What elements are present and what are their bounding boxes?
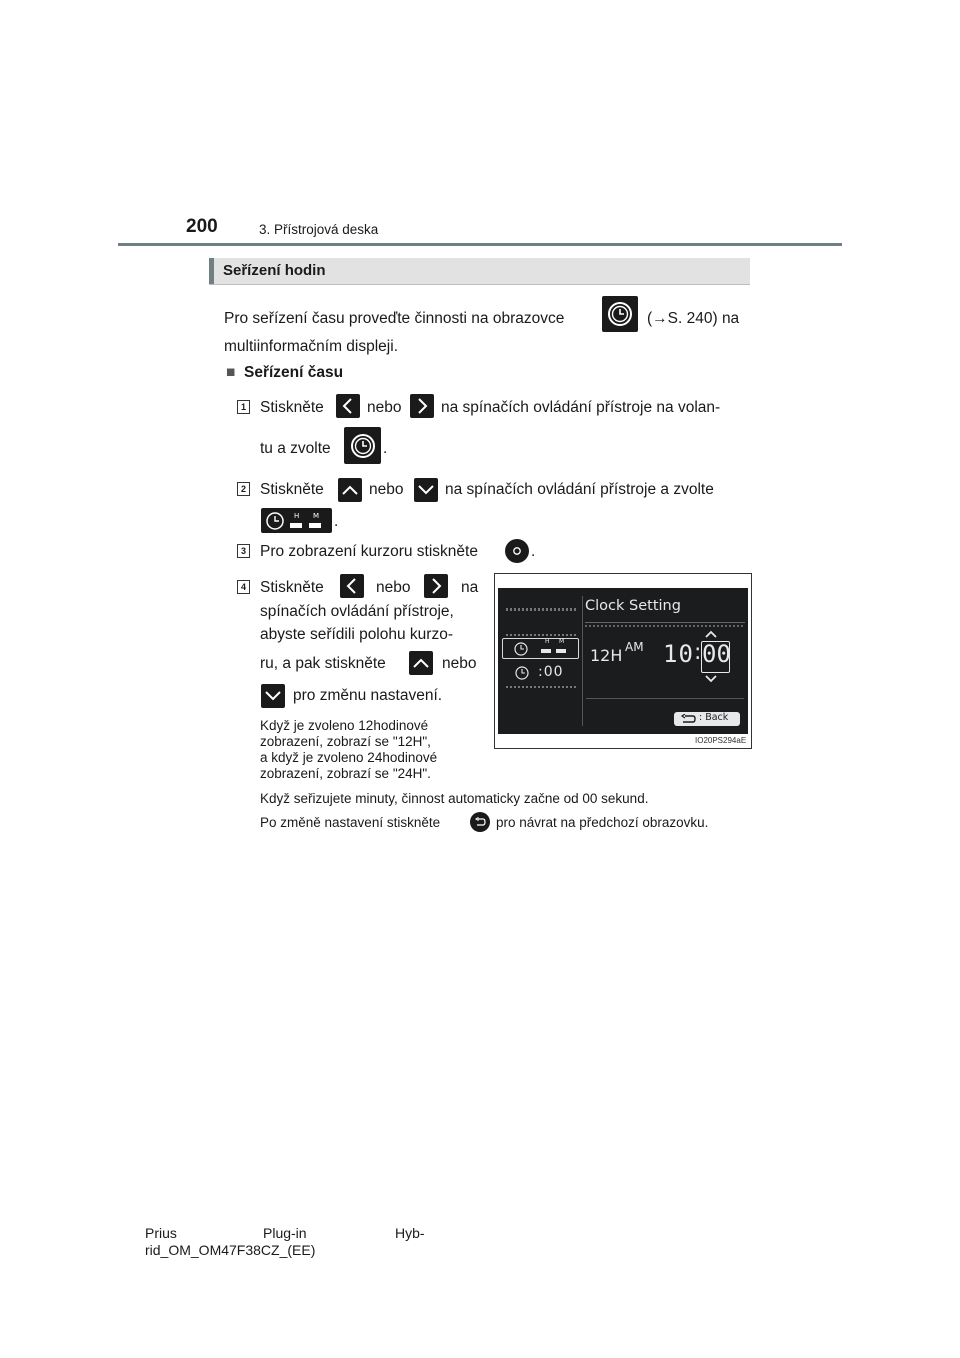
step1-text-e: . [383, 440, 388, 457]
note-back-a: Po změně nastavení stiskněte [260, 815, 441, 830]
step2-text-e: . [334, 513, 339, 530]
subsection-title: Seřízení času [244, 364, 344, 381]
note-12h-line4: zobrazení, zobrazí se "24H". [260, 766, 431, 781]
hm-h-label: H [545, 638, 550, 645]
display-separator [585, 625, 745, 627]
subsection-bullet: ■ [226, 364, 236, 381]
title-underline [585, 622, 745, 623]
step1-text-c: na spínačích ovládání přístroje na volan- [441, 399, 721, 416]
chapter-title: 3. Přístrojová deska [259, 222, 379, 237]
back-label: : Back [699, 712, 729, 723]
illustration-code: IO20PS294aE [695, 736, 747, 745]
chevron-down-icon [704, 675, 718, 683]
clock-icon [514, 665, 530, 681]
section-title: Seřízení hodin [223, 262, 326, 279]
screen-title: Clock Setting [585, 598, 681, 614]
hm-clock-icon [261, 508, 332, 533]
section-header [209, 258, 750, 285]
note-back-b: pro návrat na předchozí obrazovku. [496, 815, 709, 830]
step1-text-b: nebo [367, 399, 402, 416]
note-12h-line1: Když je zvoleno 12hodinové [260, 718, 429, 733]
step2-text-c: na spínačích ovládání přístroje a zvolte [445, 481, 714, 498]
svg-text:M: M [313, 512, 320, 520]
step4-text-line3: abyste seřídili polohu kurzo- [260, 626, 453, 643]
intro-text-1: Pro seřízení času proveďte činnosti na obrazovce [224, 310, 565, 327]
step1-text-a: Stiskněte [260, 399, 324, 416]
chevron-right-icon [410, 394, 434, 418]
step-number: 2 [237, 482, 250, 496]
side-clock-time: :00 [538, 664, 564, 680]
display-separator [506, 608, 578, 611]
chevron-down-icon [261, 684, 285, 708]
hm-menu-item-selected [502, 638, 579, 659]
step-number: 1 [237, 400, 250, 414]
back-hint [674, 712, 740, 726]
header-rule [118, 243, 842, 246]
step4-text-b: nebo [376, 579, 411, 596]
step4-text-a: Stiskněte [260, 579, 324, 596]
display-illustration [494, 573, 752, 749]
page-number: 200 [186, 216, 218, 237]
step1-text-d: tu a zvolte [260, 440, 331, 457]
clock-mode: 12H [590, 646, 623, 665]
footer-model-2: Plug-in [263, 1225, 307, 1241]
hm-h-bar [541, 649, 551, 653]
step-number: 4 [237, 580, 250, 594]
chevron-left-icon [336, 394, 360, 418]
note-12h-line3: a když je zvoleno 24hodinové [260, 750, 438, 765]
hm-m-label: M [559, 638, 565, 645]
back-arrow-icon [679, 714, 697, 724]
step2-text-a: Stiskněte [260, 481, 324, 498]
chevron-up-icon [338, 478, 362, 502]
footer-model: Prius [145, 1225, 177, 1241]
minutes-cursor [701, 641, 730, 673]
hm-m-bar [556, 649, 566, 653]
intro-text-2: (→S. 240) na [647, 310, 740, 327]
step4-text-line2: spínačích ovládání přístroje, [260, 603, 454, 620]
chevron-up-icon [704, 630, 718, 638]
step4-text-c: na [461, 579, 479, 596]
display-separator [506, 634, 578, 636]
footer-doc-code: rid_OM_OM47F38CZ_(EE) [145, 1242, 316, 1258]
display-separator [506, 686, 578, 688]
chevron-up-icon [409, 651, 433, 675]
panel-divider [582, 596, 583, 726]
chevron-left-icon [340, 574, 364, 598]
clock-hours: 10 [663, 640, 694, 668]
chevron-right-icon [424, 574, 448, 598]
intro-text-3: multiinformačním displeji. [224, 338, 398, 355]
step3-text-a: Pro zobrazení kurzoru stiskněte [260, 543, 478, 560]
step3-text-e: . [531, 543, 536, 560]
step4-text-line4a: ru, a pak stiskněte [260, 655, 386, 672]
clock-ampm: AM [625, 640, 644, 654]
clock-icon [344, 427, 381, 464]
clock-icon [602, 296, 638, 332]
clock-colon: : [694, 640, 702, 665]
section-marker [209, 258, 214, 284]
multi-information-display [498, 588, 748, 734]
clock-icon [513, 641, 529, 657]
note-12h-line2: zobrazení, zobrazí se "12H", [260, 734, 431, 749]
step4-text-line5: pro změnu nastavení. [293, 687, 443, 704]
back-button-icon [470, 812, 490, 832]
chevron-down-icon [414, 478, 438, 502]
clock-minutes: 00 [702, 640, 731, 668]
step-number: 3 [237, 544, 250, 558]
footer-divider [586, 698, 744, 699]
enter-button-icon [505, 539, 529, 563]
footer-model-3: Hyb- [395, 1225, 425, 1241]
note-minutes: Když seřizujete minuty, činnost automaticky začne od 00 sekund. [260, 791, 649, 806]
step2-text-b: nebo [369, 481, 404, 498]
svg-text:H: H [294, 512, 300, 520]
step4-text-line4b: nebo [442, 655, 477, 672]
